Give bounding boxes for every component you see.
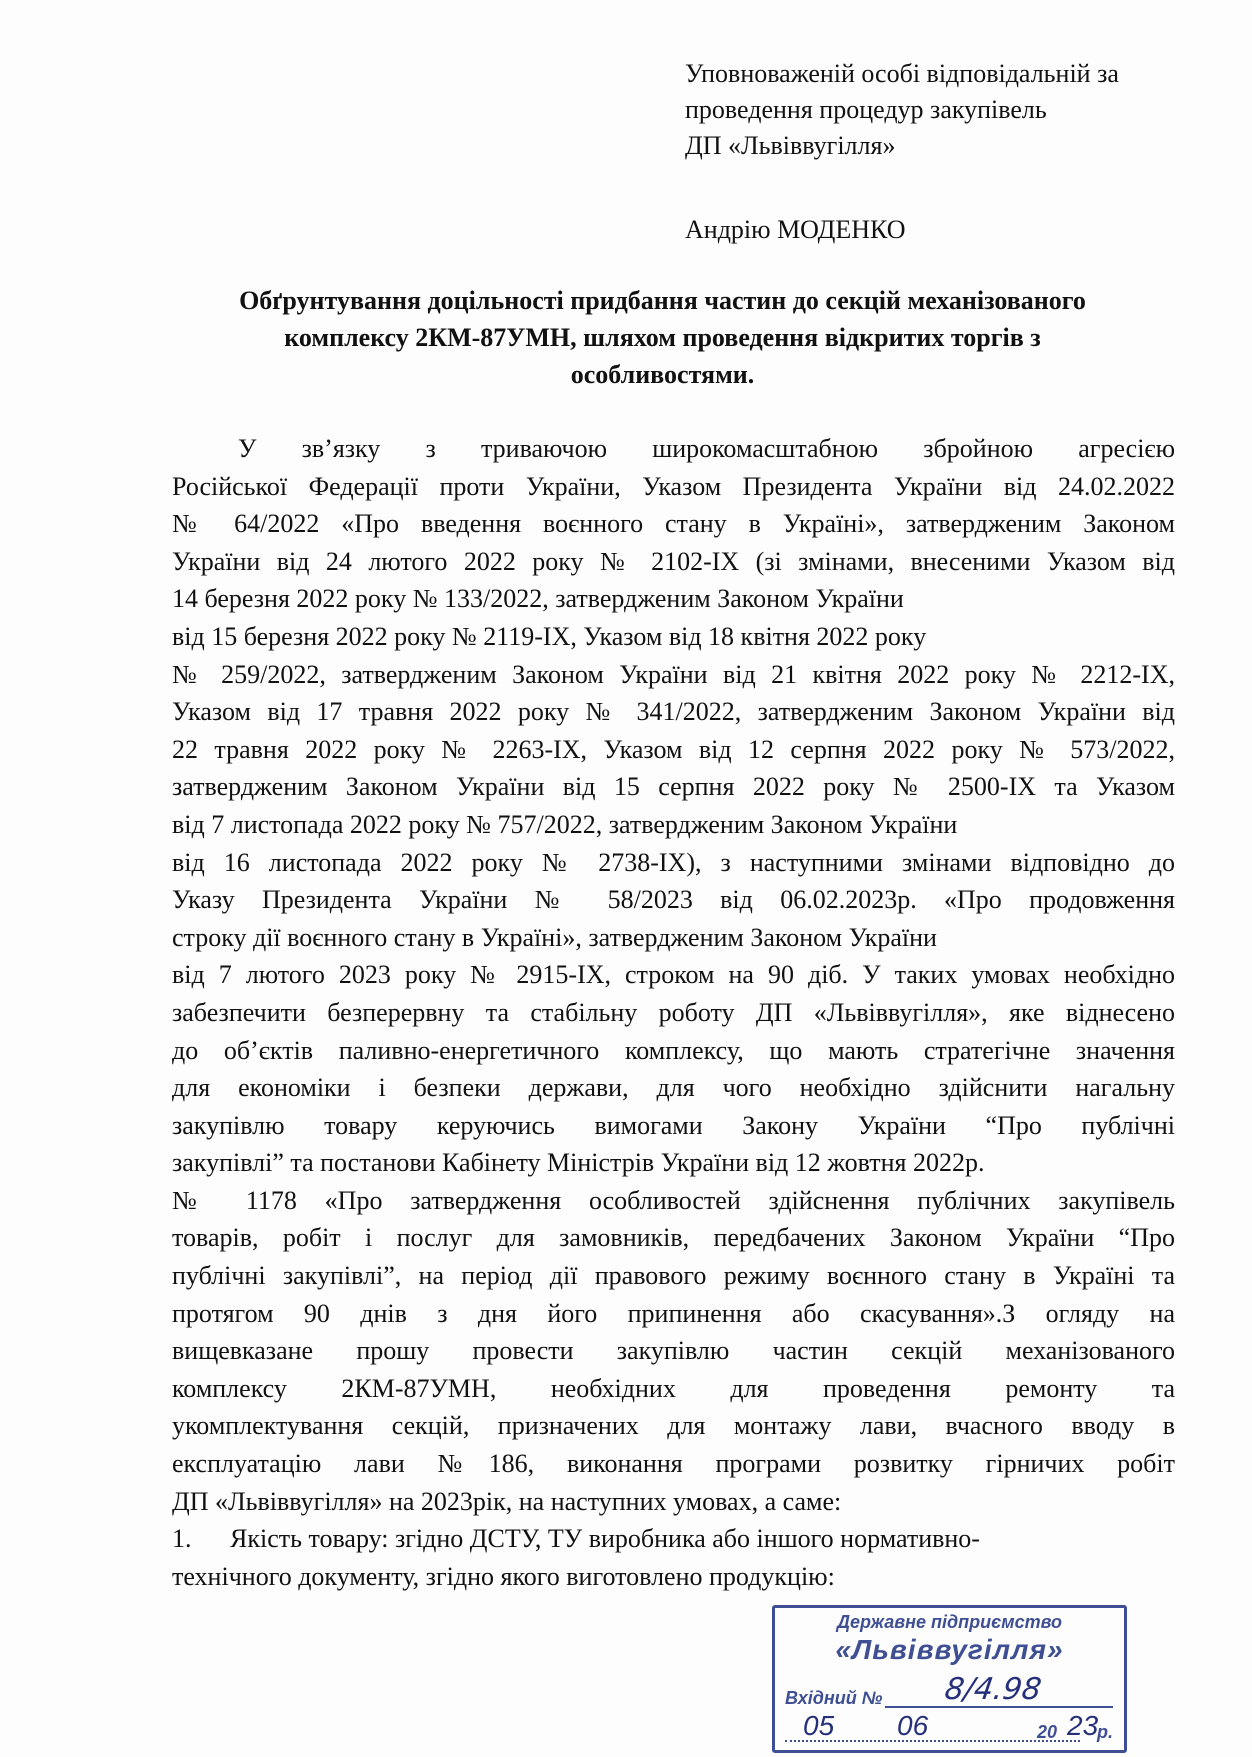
body-line: 22 травня 2022 року № 2263-ІХ, Указом від 12 серпня 2022 року № 573/2022,	[172, 734, 1175, 764]
body-line: № 64/2022 «Про введення воєнного стану в Україні», затвердженим Законом	[172, 509, 1175, 539]
body-line: Указу Президента України № 58/2023 від 06.02.2023р. «Про продовження	[172, 885, 1175, 915]
stamp-company-name: «Львіввугілля»	[835, 1634, 1064, 1665]
body-line: закупівлі” та постанови Кабінету Міністрів України від 12 жовтня 2022р.	[172, 1148, 985, 1178]
list-item-1	[172, 1520, 1175, 1558]
body-line: експлуатацію лави №186, виконання програми розвитку гірничих робіт	[172, 1449, 1175, 1479]
body-line: ДП «Львіввугілля» на 2023рік, на наступних умовах, а саме:	[172, 1486, 842, 1516]
document-body	[172, 430, 1175, 1595]
body-line: У зв’язку з триваючою широкомасштабною збройною агресією	[238, 434, 1175, 463]
title-line: особливостями.	[570, 360, 755, 389]
body-line: від 7 лютого 2023 року № 2915-ІХ, строком на 90 діб. У таких умовах необхідно	[172, 960, 1175, 990]
body-line: від 16 листопада 2022 року № 2738-ІХ), з наступними змінами відповідно до	[172, 847, 1175, 877]
body-line: № 1178 «Про затвердження особливостей здійснення публічних закупівель	[172, 1185, 1175, 1215]
document-title	[150, 282, 1175, 393]
body-line: комплексу 2КМ-87УМН, необхідних для проведення ремонту та	[172, 1373, 1175, 1403]
stamp-date-month: 06	[897, 1710, 929, 1741]
addressee-block	[685, 56, 1185, 164]
title-line: Обґрунтування доцільності придбання частин до секцій механізованого	[239, 286, 1086, 315]
addressee-line: Уповноваженій особі відповідальній за	[685, 59, 1119, 88]
stamp-date-year-suffix: 23	[1067, 1710, 1099, 1741]
body-line: для економіки і безпеки держави, для чого необхідно здійснити нагальну	[172, 1073, 1175, 1103]
body-line: протягом 90 днів з дня його припинення або скасування».З огляду на	[172, 1298, 1175, 1328]
body-line: від 7 листопада 2022 року № 757/2022, затвердженим Законом України	[172, 809, 958, 839]
stamp-date-unit: р.	[1097, 1722, 1113, 1742]
body-line: вищевказане прошу провести закупівлю частин секцій механізованого	[172, 1336, 1175, 1366]
body-line: до об’єктів паливно-енергетичного комплексу, що мають стратегічне значення	[172, 1035, 1175, 1065]
body-line: публічні закупівлі”, на період дії правового режиму воєнного стану в Україні та	[172, 1261, 1175, 1291]
list-item-continuation: технічного документу, згідно якого виготовлено продукцію:	[172, 1561, 835, 1591]
stamp-incoming-number: 8/4.98	[942, 1672, 1044, 1707]
addressee-name: Андрію МОДЕНКО	[685, 215, 906, 244]
addressee-line: проведення процедур закупівель	[685, 95, 1047, 124]
stamp-incoming-label: Вхідний №	[785, 1688, 883, 1708]
addressee-line: ДП «Львіввугілля»	[685, 131, 896, 160]
body-line: товарів, робіт і послуг для замовників, передбачених Законом України “Про	[172, 1223, 1175, 1253]
stamp-date-year-prefix: 20	[1037, 1722, 1058, 1742]
list-item-number: 1.	[172, 1524, 192, 1554]
body-line: 14 березня 2022 року № 133/2022, затвердженим Законом України	[172, 584, 904, 614]
title-line: комплексу 2КМ-87УМН, шляхом проведення відкритих торгів з	[284, 323, 1041, 352]
body-line: укомплектування секцій, призначених для монтажу лави, вчасного вводу в	[172, 1411, 1175, 1441]
body-line: закупівлю товару керуючись вимогами Закону України “Про публічні	[172, 1110, 1175, 1140]
body-line: забезпечити безперервну та стабільну роботу ДП «Львіввугілля», яке віднесено	[172, 997, 1175, 1027]
body-line: Указом від 17 травня 2022 року № 341/2022, затвердженим Законом України від	[172, 697, 1175, 727]
body-line: № 259/2022, затвердженим Законом України від 21 квітня 2022 року № 2212-ІХ,	[172, 659, 1175, 689]
body-line: строку дії воєнного стану в Україні», затвердженим Законом України	[172, 922, 937, 952]
stamp-organization: Державне підприємство	[837, 1612, 1062, 1632]
incoming-registration-stamp	[772, 1605, 1127, 1753]
body-line: затвердженим Законом України від 15 серпня 2022 року № 2500-ІХ та Указом	[172, 772, 1175, 802]
stamp-date-day: 05	[803, 1710, 835, 1741]
list-item-text: Якість товару: згідно ДСТУ, ТУ виробника або іншого нормативно-	[230, 1524, 980, 1554]
body-line: від 15 березня 2022 року № 2119-ІХ, Указом від 18 квітня 2022 року	[172, 621, 927, 651]
body-line: Російської Федерації проти України, Указом Президента України від 24.02.2022	[172, 471, 1175, 501]
body-line: України від 24 лютого 2022 року № 2102-ІХ (зі змінами, внесеними Указом від	[172, 546, 1175, 576]
